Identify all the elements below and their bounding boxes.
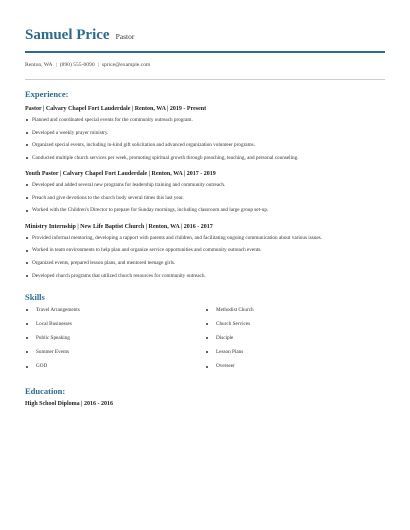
job-heading: Ministry Internship | New Life Baptist Church | Renton, WA | 2016 - 2017	[25, 223, 213, 230]
job-bullets	[25, 182, 385, 214]
job-bullets	[25, 117, 385, 161]
job-bullet: Provided informal mentoring, developing a rapport with parents and children, and facilitating ongoing communication about various issues.	[25, 235, 385, 241]
skills-heading: Skills	[25, 291, 45, 302]
skill-item: Overseer	[205, 363, 385, 369]
education-section	[25, 386, 385, 408]
skill-item: GOD	[25, 363, 205, 369]
contact-email: sprice@example.com	[101, 62, 151, 68]
job-bullet: Developed church programs that utilized church resources for community outreach.	[25, 273, 385, 279]
job-bullet: Worked with the Children's Director to prepare for Sunday mornings, including classroom and large group set-up.	[25, 207, 385, 213]
candidate-name: Samuel Price	[25, 27, 110, 43]
job-bullet: Preach and give devotions to the church body several times this last year.	[25, 195, 385, 201]
skills-section	[25, 292, 385, 377]
job-bullet: Organized special events, including in-kind gift solicitation and advanced organization volunteer programs.	[25, 142, 385, 148]
experience-heading: Experience:	[25, 89, 69, 99]
job-bullet: Developed and added several new programs for leadership training and community outreach.	[25, 182, 385, 188]
header-rule	[25, 51, 385, 53]
skill-item: Travel Arrangements	[25, 307, 205, 313]
job-entry	[25, 105, 385, 161]
skills-left-column	[25, 307, 205, 377]
skill-item: Lesson Plans	[205, 349, 385, 355]
job-bullets	[25, 235, 385, 279]
skill-item: Church Services	[205, 321, 385, 327]
education-entry: High School Diploma | 2016 - 2016	[25, 401, 113, 408]
skill-item: Public Speaking	[25, 335, 205, 341]
contact-line	[25, 61, 385, 69]
resume-header	[25, 0, 385, 43]
skill-item: Summer Events	[25, 349, 205, 355]
job-heading: Pastor | Calvary Chapel Fort Lauderdale | Renton, WA | 2019 - Present	[25, 106, 207, 112]
education-heading: Education:	[25, 386, 66, 397]
contact-separator: |	[55, 62, 57, 68]
job-heading: Youth Pastor | Calvary Chapel Fort Lauderdale | Renton, WA | 2017 - 2019	[25, 171, 216, 178]
candidate-role: Pastor	[115, 32, 135, 41]
contact-divider	[25, 79, 385, 80]
skill-item: Methodist Church	[205, 307, 385, 313]
skill-item: Local Businesses	[25, 321, 205, 327]
job-bullet: Conducted multiple church services per week, promoting spiritual growth through preaching, teaching, and personal counseling.	[25, 155, 385, 161]
skills-columns	[25, 307, 385, 377]
skill-item: Disciple	[205, 335, 385, 341]
experience-section	[25, 89, 385, 279]
job-bullet: Organized events, prepared lesson plans, and mentored teenage girls.	[25, 260, 385, 266]
contact-phone: (890) 555-0090	[59, 62, 95, 68]
job-entry	[25, 223, 385, 279]
job-bullet: Planned and coordinated special events for the community outreach program.	[25, 117, 385, 123]
contact-separator: |	[97, 62, 99, 68]
skills-right-column	[205, 307, 385, 377]
job-entry	[25, 170, 385, 214]
job-bullet: Worked in team environments to help plan and organize service opportunities and community outreach events.	[25, 247, 385, 253]
job-bullet: Developed a weekly prayer ministry.	[25, 130, 385, 136]
contact-location: Renton, WA	[25, 62, 53, 68]
